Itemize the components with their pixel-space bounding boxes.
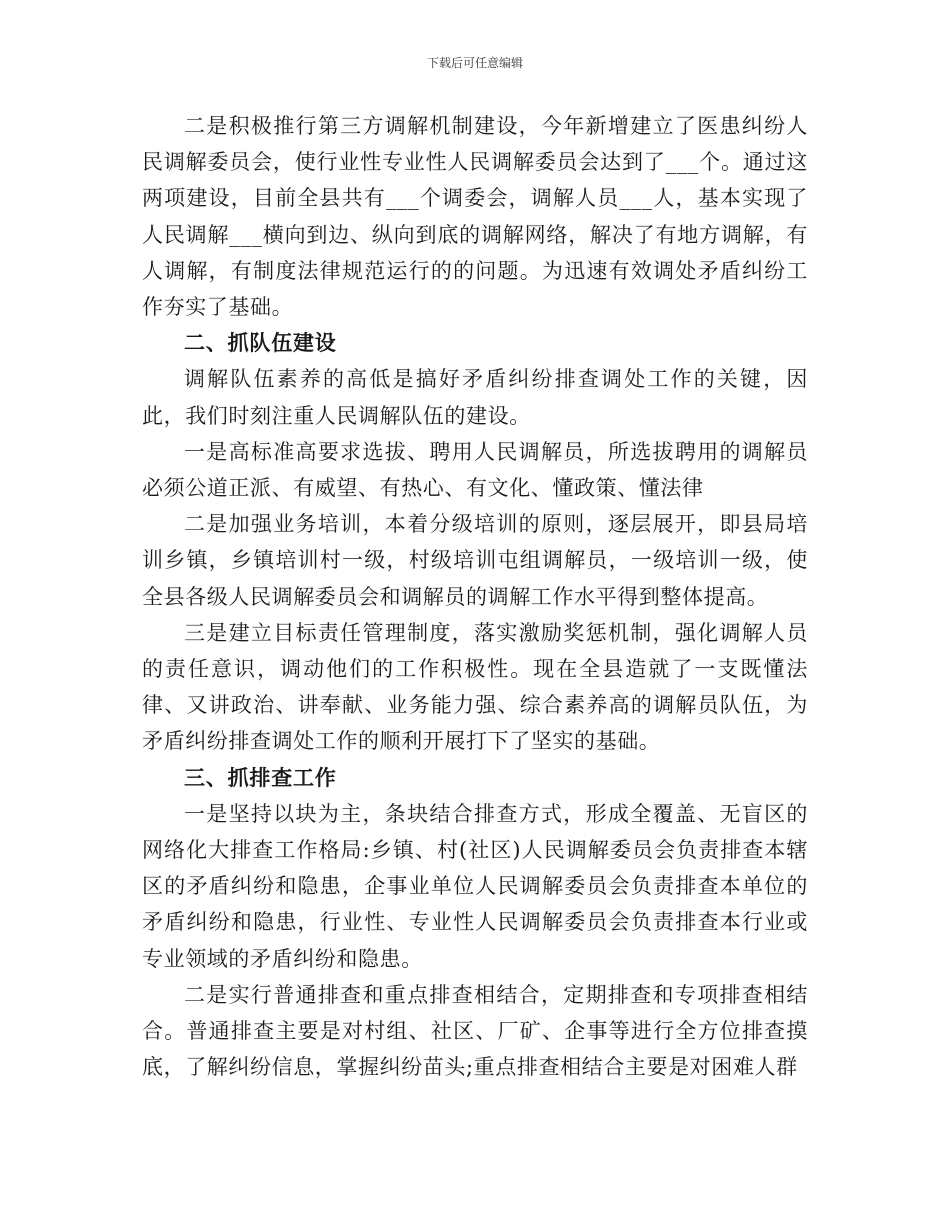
paragraph-selection: 一是高标准高要求选拔、聘用人民调解员，所选拔聘用的调解员必须公道正派、有威望、有热心、有文化、懂政策、懂法律: [142, 439, 808, 501]
page-header-note: 下载后可任意编辑: [426, 56, 523, 70]
section-heading-team-building: 二、抓队伍建设: [184, 331, 337, 356]
paragraph-responsibility: 三是建立目标责任管理制度，落实激励奖惩机制，强化调解人员的责任意识，调动他们的工作积极性。现在全县造就了一支既懂法律、又讲政治、讲奉献、业务能力强、综合素养高的调解员队伍，为矛盾纠纷排查调处工作的顺利开展打下了坚实的基础。: [142, 620, 808, 754]
paragraph-screening-method: 一是坚持以块为主，条块结合排查方式，形成全覆盖、无盲区的网络化大排查工作格局:乡镇、村(社区)人民调解委员会负责排查本辖区的矛盾纠纷和隐患，企事业单位人民调解委员会负责排查本单位的矛盾纠纷和隐患，行业性、专业性人民调解委员会负责排查本行业或专业领域的矛盾纠纷和隐患。: [142, 801, 808, 971]
paragraph-team-intro: 调解队伍素养的高低是搞好矛盾纠纷排查调处工作的关键，因此，我们时刻注重人民调解队伍的建设。: [142, 367, 808, 428]
paragraph-third-party-mediation: 二是积极推行第三方调解机制建设，今年新增建立了医患纠纷人民调解委员会，使行业性专业性人民调解委员会达到了___个。通过这两项建设，目前全县共有___个调委会，调解人员___人，基本实现了人民调解___横向到边、纵向到底的调解网络，解决了有地方调解，有人调解，有制度法律规范运行的的问题。为迅速有效调处矛盾纠纷工作夯实了基础。: [142, 114, 808, 320]
document-body: [142, 108, 808, 1085]
paragraph-training: 二是加强业务培训，本着分级培训的原则，逐层展开，即县局培训乡镇，乡镇培训村一级，村级培训屯组调解员，一级培训一级，使全县各级人民调解委员会和调解员的调解工作水平得到整体提高。: [142, 512, 808, 609]
section-heading-screening: 三、抓排查工作: [184, 765, 337, 790]
paragraph-screening-combined: 二是实行普通排查和重点排查相结合，定期排查和专项排查相结合。普通排查主要是对村组、社区、厂矿、企事等进行全方位排查摸底，了解纠纷信息，掌握纠纷苗头;重点排查相结合主要是对困难人群: [142, 982, 808, 1080]
